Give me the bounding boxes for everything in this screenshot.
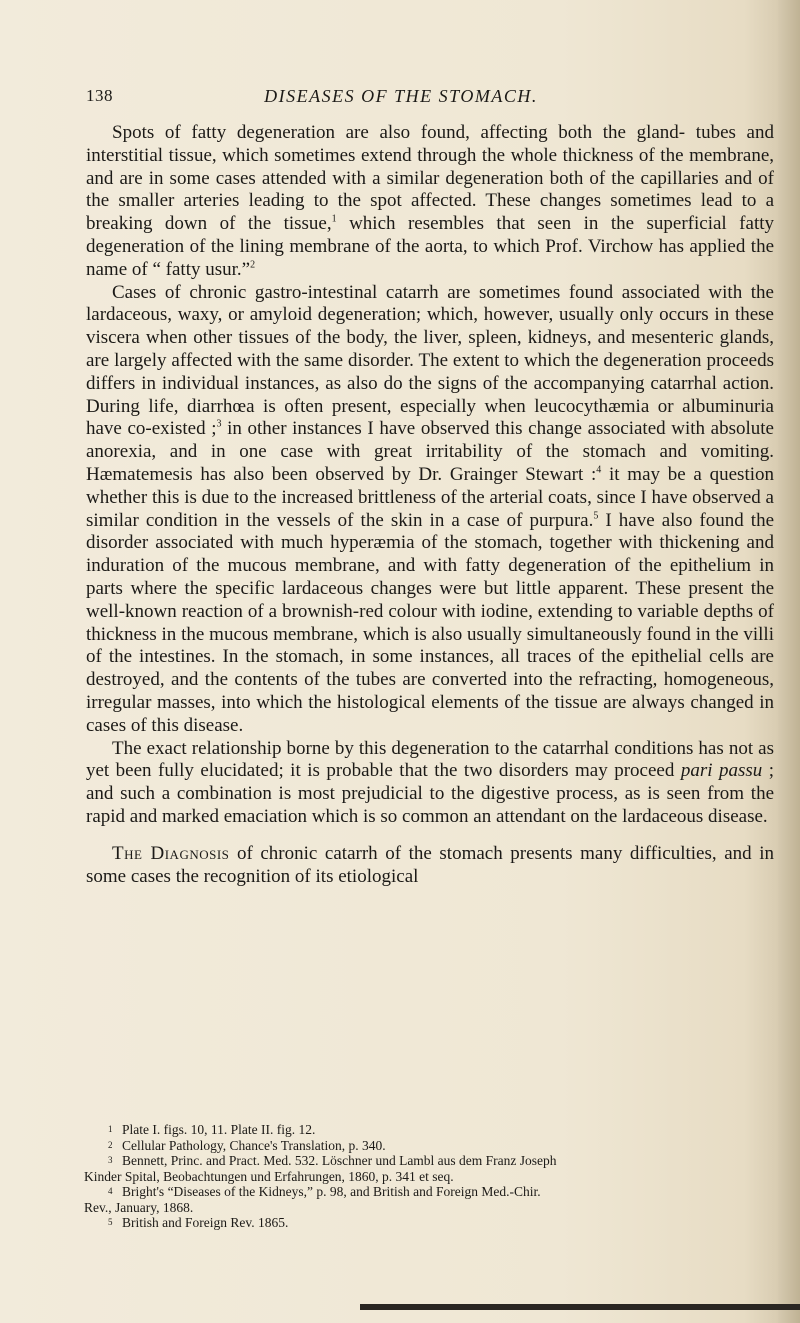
text-line: with a similar degeneration both of the capillaries and of the smaller (86, 167, 774, 212)
footnote-text: Bright's “Diseases of the Kidneys,” p. 98, and British and Foreign Med.-Chir. (122, 1184, 541, 1199)
footnote-ref: 1 (331, 213, 337, 225)
footnote-ref: 3 (216, 419, 222, 431)
text-run: of chronic catarrh of the stomach presents many difficulties, and in some cases the recognition of its etiological (86, 842, 774, 887)
page-edge (778, 0, 800, 1323)
text-run: The exact relationship borne by this degeneration to the catarrhal conditions has not as yet been fully elucidated; it is probable that the two disorders may proceed (86, 737, 774, 782)
footnotes (84, 1122, 772, 1231)
text-run: Cases of chronic gastro-intestinal catarrh are sometimes found associated with the lardaceous, waxy, or amyloid degeneration; which, however, usually only occurs in these viscera when other tissues of the body, the liver, spleen, kidneys, and mesenteric glands, are largely affected with the same disorder. The extent to which the degeneration proceeds differs in individual instances, as also do the signs of the accompanying catarrhal action. During life, diarrhœa is often present, especially when leucocythæmia or albuminuria have co-existed ; (86, 281, 774, 440)
text-line: Spots of fatty degeneration are also found, affecting both the gland- (112, 122, 686, 143)
text-run: in other instances I have observed this change associated with absolute anorexia, and in one case with great irritability of the stomach and vomiting. Hæmatemesis has also been observed by Dr. Grainger Stewart : (86, 418, 774, 485)
footnote-text: Bennett, Princ. and Pract. Med. 532. Löschner und Lambl aus dem Franz Joseph (122, 1153, 557, 1168)
text-line: which resembles that seen in the (336, 213, 635, 235)
footnote-number: 2 (108, 1139, 113, 1150)
text-line: a breaking down of the tissue, (86, 190, 774, 235)
paragraph-diagnosis (86, 843, 774, 889)
section-heading: The Diagnosis (112, 842, 230, 864)
paragraph-lardaceous (86, 282, 774, 738)
text-line: tubes and interstitial tissue, which sometimes extend through the (86, 122, 774, 166)
footnote-text: Plate I. figs. 10, 11. Plate II. fig. 12. (122, 1122, 316, 1137)
italic-phrase: pari passu (680, 760, 763, 782)
footnote-5 (108, 1215, 772, 1231)
paragraph-fatty-degeneration (86, 122, 774, 282)
footnote-3-continued: Kinder Spital, Beobachtungen und Erfahrungen, 1860, p. 341 et seq. (84, 1168, 454, 1184)
footnote-3 (108, 1153, 772, 1169)
paragraph-relationship (86, 738, 774, 829)
footnote-ref: 4 (596, 464, 602, 476)
footnote-number: 1 (108, 1124, 113, 1134)
text-run: it may be a question whether this is due to the increased brittleness of the arterial coats, since I have observed a similar condition in the vessels of the skin in a case of purpura. (86, 463, 774, 531)
text-run: ; and such a combination is most prejudicial to the digestive process, as is seen from the rapid and marked emaciation which is so common an attendant on the lardaceous disease. (86, 760, 774, 827)
footnote-4-continued: Rev., January, 1868. (84, 1199, 194, 1215)
page-number: 138 (86, 86, 113, 105)
running-head: DISEASES OF THE STOMACH. (264, 86, 538, 106)
footnote-4 (108, 1184, 772, 1200)
text-line: superficial fatty degeneration of the lining membrane of the aorta, to (86, 213, 774, 257)
text-line: arteries leading to the spot affected. These changes sometimes lead to (183, 190, 757, 212)
text-run: I have also found the disorder associated with much hyperæmia of the stomach, together with thickening and induration of the mucous membrane, and with fatty degeneration of the epithelium in parts where the specific lardaceous changes were but little apparent. These present the well-known reaction of a brownish-red colour with iodine, extending to variable depths of thickness in the mucous membrane, which is also usually simultaneously found in the villi of the intestines. In the stomach, in some instances, all traces of the epithelial cells are destroyed, and the contents of the tubes are converted into the refracting, homogeneous, irregular masses, into which the histological elements of the tissue are always changed in cases of this disease. (86, 509, 774, 736)
page-header (86, 86, 776, 116)
footnote-ref: 2 (250, 259, 256, 271)
text-line: which Prof. Virchow has applied the name of “ fatty usur.” (86, 235, 775, 280)
footnote-number: 4 (108, 1186, 113, 1196)
footnote-text: Cellular Pathology, Chance's Translation, p. 340. (122, 1137, 386, 1153)
footnote-text: British and Foreign Rev. 1865. (122, 1215, 289, 1230)
body-text (86, 122, 774, 888)
bottom-rule (360, 1304, 800, 1310)
footnote-ref: 5 (593, 510, 599, 522)
footnote-1 (108, 1122, 772, 1138)
footnote-number: 5 (108, 1217, 113, 1227)
text-line: whole thickness of the membrane, and are in some cases attended (86, 144, 775, 189)
footnote-number: 3 (108, 1155, 113, 1165)
footnote-2 (108, 1138, 772, 1154)
